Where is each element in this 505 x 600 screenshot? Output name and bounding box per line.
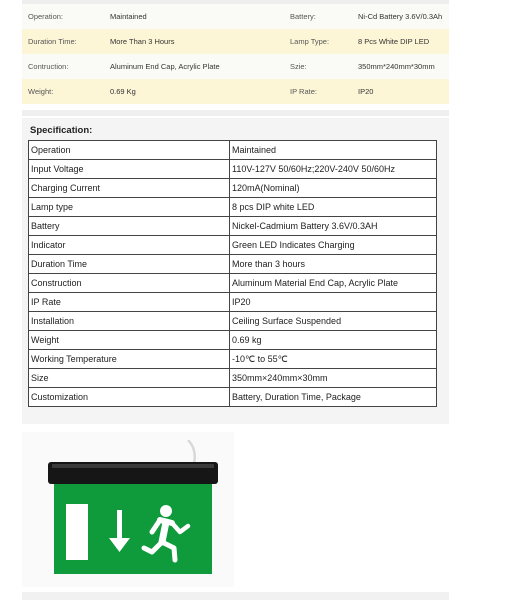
spec-row	[29, 160, 437, 179]
spec-key: Charging Current	[29, 179, 230, 198]
summary-value: 350mm*240mm*30mm	[352, 54, 449, 79]
section-divider	[22, 110, 449, 116]
spec-value: Ceiling Surface Suspended	[230, 312, 437, 331]
emergency-exit-sign-icon	[48, 440, 218, 578]
specification-title: Specification:	[30, 125, 93, 136]
summary-label: Weight:	[22, 79, 104, 104]
spec-row	[29, 331, 437, 350]
spec-row	[29, 217, 437, 236]
spec-key: Weight	[29, 331, 230, 350]
spec-key: Battery	[29, 217, 230, 236]
spec-key: Indicator	[29, 236, 230, 255]
spec-key: Operation	[29, 141, 230, 160]
summary-row	[22, 29, 449, 54]
summary-label: Lamp Type:	[284, 29, 352, 54]
summary-label: Szie:	[284, 54, 352, 79]
summary-label: Battery:	[284, 4, 352, 29]
spec-value: 350mm×240mm×30mm	[230, 369, 437, 388]
summary-label: Duration Time:	[22, 29, 104, 54]
spec-value: IP20	[230, 293, 437, 312]
spec-key: Input Voltage	[29, 160, 230, 179]
spec-value: Aluminum Material End Cap, Acrylic Plate	[230, 274, 437, 293]
summary-value: More Than 3 Hours	[104, 29, 284, 54]
spec-row	[29, 312, 437, 331]
summary-value: Aluminum End Cap, Acrylic Plate	[104, 54, 284, 79]
spec-key: Size	[29, 369, 230, 388]
specification-table	[28, 140, 437, 407]
spec-row	[29, 350, 437, 369]
spec-row	[29, 369, 437, 388]
summary-value: IP20	[352, 79, 449, 104]
summary-row	[22, 4, 449, 29]
spec-row	[29, 141, 437, 160]
spec-row	[29, 293, 437, 312]
spec-key: Construction	[29, 274, 230, 293]
spec-row	[29, 179, 437, 198]
spec-key: Installation	[29, 312, 230, 331]
spec-value: Nickel-Cadmium Battery 3.6V/0.3AH	[230, 217, 437, 236]
spec-key: Customization	[29, 388, 230, 407]
suspension-cable-icon	[188, 440, 195, 464]
summary-value: 8 Pcs White DIP LED	[352, 29, 449, 54]
summary-label: Operation:	[22, 4, 104, 29]
spec-value: 110V-127V 50/60Hz;220V-240V 50/60Hz	[230, 160, 437, 179]
spec-value: 0.69 kg	[230, 331, 437, 350]
summary-row	[22, 79, 449, 104]
spec-value: 8 pcs DIP white LED	[230, 198, 437, 217]
summary-table	[22, 4, 449, 104]
summary-value: 0.69 Kg	[104, 79, 284, 104]
spec-value: -10℃ to 55℃	[230, 350, 437, 369]
exit-door-icon	[66, 504, 88, 560]
spec-value: More than 3 hours	[230, 255, 437, 274]
summary-value: Ni-Cd Battery 3.6V/0.3Ah	[352, 4, 449, 29]
summary-label: Contruction:	[22, 54, 104, 79]
spec-row	[29, 236, 437, 255]
spec-value: Green LED Indicates Charging	[230, 236, 437, 255]
spec-row	[29, 388, 437, 407]
bottom-divider	[22, 592, 449, 600]
spec-key: Lamp type	[29, 198, 230, 217]
end-cap-highlight	[52, 464, 214, 468]
spec-key: IP Rate	[29, 293, 230, 312]
summary-value: Maintained	[104, 4, 284, 29]
spec-value: 120mA(Nominal)	[230, 179, 437, 198]
spec-row	[29, 198, 437, 217]
spec-row	[29, 274, 437, 293]
summary-label: IP Rate:	[284, 79, 352, 104]
summary-row	[22, 54, 449, 79]
spec-value: Maintained	[230, 141, 437, 160]
spec-row	[29, 255, 437, 274]
spec-key: Working Temperature	[29, 350, 230, 369]
spec-value: Battery, Duration Time, Package	[230, 388, 437, 407]
spec-key: Duration Time	[29, 255, 230, 274]
